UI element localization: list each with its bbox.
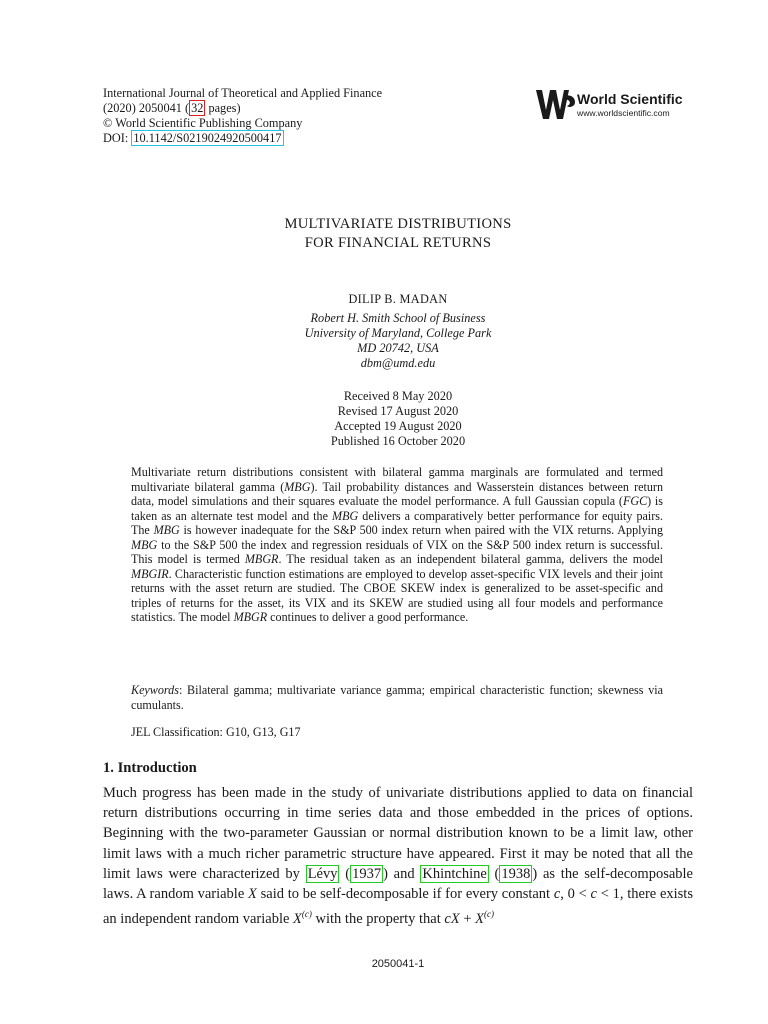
abstract-text: ) is taken as an alternate test model and the (131, 494, 663, 523)
abstract-math: FGC (622, 494, 648, 508)
introduction-body (103, 783, 693, 929)
body-text: Much progress has been made in the study of univariate distributions applied to data on financial return distributions occurring in time series data and those embedded in the prices of options. Beginning with the two-parameter Gaussian or normal distribution known to be a limit law, other limit laws with a much richer parametric structure have appeared. First it may be noted that all the limit laws were characterized by (103, 785, 693, 882)
date-published: Published 16 October 2020 (330, 434, 466, 448)
journal-year-article: (2020) 2050041 ( (103, 101, 190, 115)
body-text: said to be self-decomposable if for every constant (256, 886, 554, 903)
abstract-text: to the S&P 500 the index and regression residuals of VIX on the S&P 500 index return is successful. This model is termed (131, 537, 663, 566)
keywords-label: Keywords (131, 683, 179, 697)
body-text: ( (339, 865, 351, 882)
journal-info (103, 86, 382, 146)
abstract-math: MBG (153, 523, 180, 537)
keywords (131, 683, 663, 712)
date-revised: Revised 17 August 2020 (337, 404, 459, 418)
jel-classification: JEL Classification: G10, G13, G17 (131, 725, 301, 739)
publisher-url[interactable]: www.worldscientific.com (577, 108, 670, 118)
body-text: ( (488, 865, 500, 882)
math-var: c (553, 886, 561, 903)
ws-logo-icon (536, 88, 576, 122)
abstract-text: . Characteristic function estimations are employed to develop asset-specific VIX levels and their joint returns with the asset return are studied. The CBOE SKEW index is generalized to be asset-specific and triples of returns for the asset, its VIX and its SKEW are studied using all four models and performance statistics. The model (131, 566, 663, 624)
citation-levy-year-link[interactable]: 1937 (352, 865, 382, 882)
abstract-text: is however inadequate for the S&P 500 index return when paired with the VIX returns. Applying (179, 523, 663, 537)
publication-dates (0, 389, 768, 449)
math-var: X (293, 911, 302, 928)
math-var: c (590, 886, 597, 903)
abstract-math: MBGIR (131, 566, 169, 581)
body-text: ) and (383, 865, 421, 882)
body-text: , 0 < (560, 886, 591, 903)
date-accepted: Accepted 19 August 2020 (334, 419, 462, 433)
doi-link[interactable]: 10.1142/S0219024920500417 (133, 131, 282, 145)
keywords-text: : Bilateral gamma; multivariate variance gamma; empirical characteristic function; skewness via cumulants. (131, 683, 663, 712)
body-paragraph (103, 783, 693, 929)
abstract-text: Multivariate return distributions consistent with bilateral gamma marginals are formulated and termed multivariate bilateral gamma ( (131, 465, 663, 494)
math-var: X (475, 911, 484, 928)
abstract-text: delivers a comparatively better performance for equity pairs. The (131, 508, 663, 537)
math-var: cX (444, 911, 460, 928)
page-number: 2050041-1 (371, 958, 425, 970)
affiliation (0, 311, 768, 371)
abstract (131, 465, 663, 625)
abstract-math: MBGR (233, 610, 268, 624)
author-name: DILIP B. MADAN (348, 292, 448, 306)
math-superscript: (c) (483, 909, 494, 920)
body-text: + (459, 911, 476, 928)
body-text: < 1, there exists an independent random variable (103, 886, 693, 928)
abstract-text: continues to deliver a good performance. (267, 610, 469, 624)
section-heading: 1. Introduction (103, 760, 197, 776)
publisher-name: World Scientific (577, 91, 683, 107)
abstract-math: MBGR (244, 552, 279, 566)
abstract-text: . The residual taken as an independent bilateral gamma, delivers the model (278, 552, 663, 566)
title-line-2: FOR FINANCIAL RETURNS (304, 235, 492, 251)
world-scientific-logo (536, 88, 696, 124)
abstract-paragraph (131, 465, 663, 625)
abstract-math: MBG (332, 508, 359, 523)
citation-khintchine-link[interactable]: Khintchine (422, 865, 487, 882)
doi-label: DOI: (103, 131, 132, 145)
pages-suffix: pages) (205, 101, 241, 115)
math-var: X (248, 886, 257, 903)
journal-issue (103, 101, 382, 116)
affiliation-line: University of Maryland, College Park (304, 326, 492, 340)
title-line-1: MULTIVARIATE DISTRIBUTIONS (284, 216, 512, 232)
doi-line (103, 131, 382, 146)
journal-name: International Journal of Theoretical and Applied Finance (103, 86, 383, 100)
body-text: ) as the self-decomposable laws. A random variable (103, 865, 693, 903)
abstract-text: ). Tail probability distances and Wasserstein distances between return data, model simulations and their squares evaluate the model performance. A full Gaussian copula ( (131, 479, 663, 508)
body-text: with the property that (311, 911, 445, 928)
author-email[interactable]: dbm@umd.edu (360, 356, 436, 370)
affiliation-line: Robert H. Smith School of Business (310, 311, 486, 325)
math-superscript: (c) (301, 909, 312, 920)
citation-khintchine-year-link[interactable]: 1938 (501, 865, 531, 882)
date-received: Received 8 May 2020 (343, 389, 453, 403)
pages-link[interactable]: 32 (191, 101, 204, 115)
abstract-math: MBG (284, 479, 311, 494)
abstract-math: MBG (131, 537, 158, 552)
affiliation-line: MD 20742, USA (357, 341, 439, 355)
citation-levy-link[interactable]: Lévy (307, 865, 338, 882)
copyright: © World Scientific Publishing Company (103, 116, 303, 130)
paper-title (0, 215, 768, 253)
